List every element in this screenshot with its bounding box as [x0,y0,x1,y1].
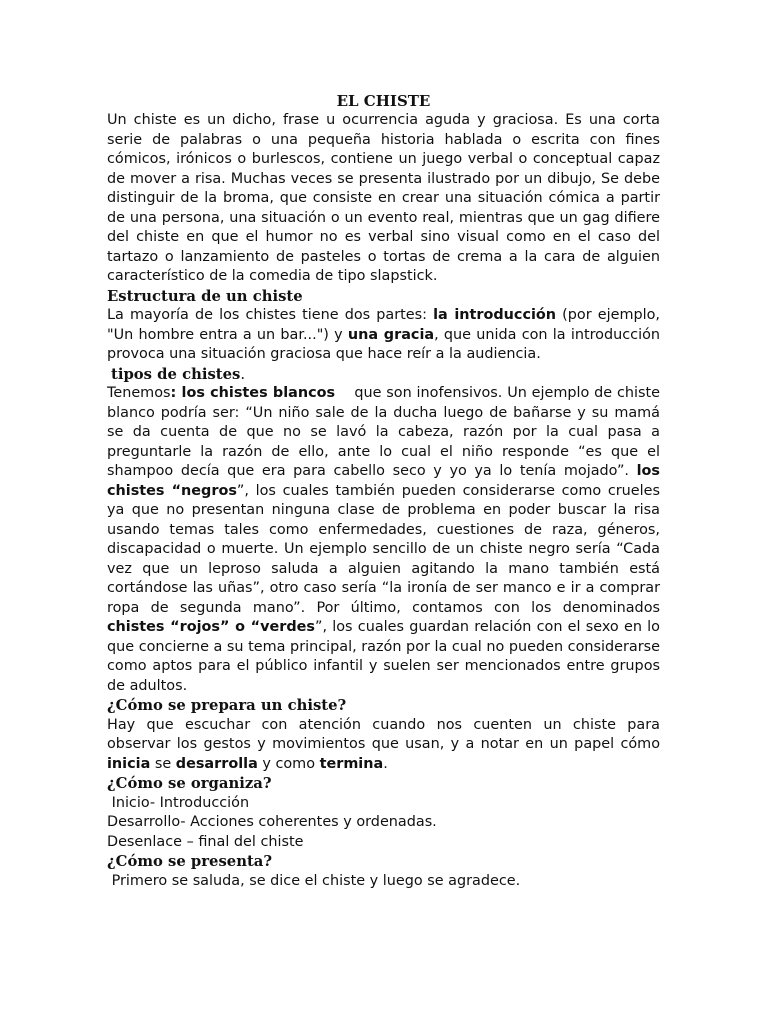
prepare-bold-desarrolla: desarrolla [175,755,258,772]
types-text: ”, los cuales guardan relación con el sexo en lo que concierne a su tema principal, razón por la cual no pueden considerarse como aptos para el público infantil y suelen ser mencionados entre grupos de adultos. [107,619,660,694]
prepare-bold-termina: termina [319,755,384,772]
intro-paragraph: Un chiste es un dicho, frase u ocurrencia aguda y graciosa. Es una corta serie de palabras o una pequeña historia hablada o escrita con fines cómicos, irónicos o burlescos, contiene un juego verbal o conceptual capaz de mover a risa. Muchas veces se presenta ilustrado por un dibujo, Se debe distinguir de la broma, que consiste en crear una situación cómica a partir de una persona, una situación o un evento real, mientras que un gag difiere del chiste en que el humor no es verbal sino visual como en el caso del tartazo o lanzamiento de pasteles o tortas de crema a la cara de alguien característico de la comedia de tipo slapstick. [107,112,660,284]
organize-line-inicio: Inicio- Introducción [107,794,250,811]
types-heading [107,365,660,385]
prepare-text: . [383,755,388,772]
structure-bold-gracia: una gracia [347,326,435,343]
types-bold-rojos-verdes: chistes “rojos” o “verdes [107,619,315,635]
types-text: ”, los cuales también pueden considerarse como crueles ya que no presentan ninguna clase de problema en poder buscar la risa usando temas tales como enfermedades, cuestiones de raza, géneros, discapacidad o muerte. Un ejemplo sencillo de un chiste negro sería “Cada vez que un leproso saluda a alguien agitando la mano también está cortándose las uñas”, otro caso sería “la ironía de ser manco e ir a comprar ropa de segunda mano”. Por último, contamos con los denominados [107,482,660,616]
prepare-text: se [150,755,176,772]
prepare-paragraph [107,716,660,775]
structure-text: (por ejemplo, "Un hombre entra a un bar...") y [107,307,660,343]
structure-paragraph [107,306,660,365]
types-text: Tenemos [107,385,171,401]
structure-text: La mayoría de los chistes tiene dos partes: [107,307,434,323]
prepare-text: y como [257,755,320,772]
structure-heading: Estructura de un chiste [107,287,303,305]
prepare-text: Hay que escuchar con atención cuando nos cuenten un chiste para observar los gestos y movimientos que usan, y a notar en un papel cómo [107,716,660,752]
structure-bold-intro: la introducción [433,307,557,323]
present-heading: ¿Cómo se presenta? [107,853,273,870]
types-heading-text: tipos de chistes [111,365,241,383]
types-heading-dot: . [240,365,246,383]
document-title: EL CHISTE [336,92,431,110]
types-bold-blancos: : los chistes blancos [170,385,336,401]
types-text: que son inofensivos. Un ejemplo de chiste blanco podría ser: “Un niño sale de la ducha luego de bañarse y su mamá se da cuenta de que no se lavó la cabeza, razón por la cual pasa a preguntarle la razón de ello, ante lo cual el niño responde “es que el shampoo decía que era para cabello seco y yo ya lo tenía mojado”. [107,385,665,479]
present-text: Primero se saluda, se dice el chiste y luego se agradece. [107,872,521,889]
organize-line-desarrollo: Desarrollo- Acciones coherentes y ordenadas. [107,814,437,830]
types-bold-negros: los chistes “negros [107,463,660,499]
prepare-bold-inicia: inicia [107,755,151,772]
organize-line-desenlace: Desenlace – final del chiste [107,833,304,850]
organize-heading: ¿Cómo se organiza? [107,775,272,792]
types-paragraph [107,384,665,696]
structure-text: , que unida con la introducción provoca una situación graciosa que hace reír a la audiencia. [107,326,660,362]
document-page [107,92,665,891]
prepare-heading: ¿Cómo se prepara un chiste? [107,697,347,714]
